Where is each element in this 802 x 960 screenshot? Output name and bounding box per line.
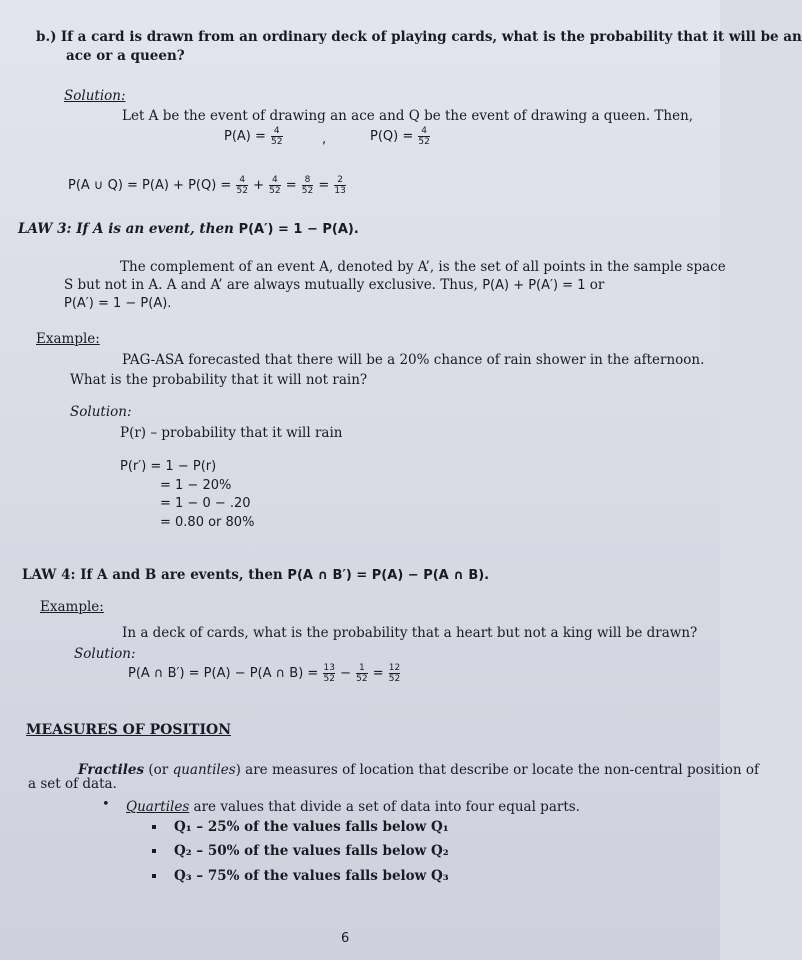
law3-line1: The complement of an event A, denoted by A’, is the set of all points in the sample space xyxy=(120,259,726,275)
let-statement: Let A be the event of drawing an ace and Q be the event of drawing a queen. Then, xyxy=(122,108,694,124)
law4-heading: LAW 4: If A and B are events, then P(A ∩ B′) = P(A) − P(A ∩ B). xyxy=(22,567,490,583)
solution-label-2: Solution: xyxy=(70,404,132,420)
comma: , xyxy=(322,132,327,147)
union-equation: P(A ∪ Q) = P(A) + P(Q) = $\frac{4}{52}$ + $\frac{4}{52}$ = $\frac{8}{52}$ = $\frac{2}{13}$ xyxy=(68,175,346,196)
example2-equation: P(A ∩ B′) = P(A) − P(A ∩ B) = $\frac{13}{52}$ − $\frac{1}{52}$ = $\frac{12}{52}$ xyxy=(128,663,401,684)
bullet-square xyxy=(152,825,156,829)
quartile-q3: Q₃ – 75% of the values falls below Q₃ xyxy=(174,868,449,884)
bullet-square xyxy=(152,874,156,878)
example1-step4: = 0.80 or 80% xyxy=(160,515,255,530)
example2-question: In a deck of cards, what is the probability that a heart but not a king will be drawn? xyxy=(122,625,698,641)
measures-heading: MEASURES OF POSITION xyxy=(26,722,231,738)
example1-step3: = 1 − 0 − .20 xyxy=(160,496,251,511)
solution-label-3: Solution: xyxy=(74,646,136,662)
page-number: 6 xyxy=(341,931,350,946)
example2-label: Example: xyxy=(40,599,104,615)
pa-equation: P(A) = $\frac{4}{52}$ xyxy=(224,126,283,147)
solution-label-1: Solution: xyxy=(64,88,126,104)
question-b-line1: b.) If a card is drawn from an ordinary deck of playing cards, what is the probability that it will be an xyxy=(36,29,802,45)
quartile-q1: Q₁ – 25% of the values falls below Q₁ xyxy=(174,819,449,835)
bullet-dot: • xyxy=(102,797,110,812)
fractiles-line2: a set of data. xyxy=(28,776,117,792)
question-b-line2: ace or a queen? xyxy=(66,48,185,64)
quartile-q2: Q₂ – 50% of the values falls below Q₂ xyxy=(174,843,449,859)
example1-label: Example: xyxy=(36,331,100,347)
law3-line3: P(A′) = 1 − P(A). xyxy=(64,296,172,311)
quartiles-line: Quartiles are values that divide a set of data into four equal parts. xyxy=(126,799,580,815)
example1-step1: P(r′) = 1 − P(r) xyxy=(120,459,217,474)
example1-definition: P(r) – probability that it will rain xyxy=(120,425,343,441)
pq-equation: P(Q) = $\frac{4}{52}$ xyxy=(370,126,430,147)
example1-line1: PAG-ASA forecasted that there will be a 20% chance of rain shower in the afternoon. xyxy=(122,352,705,368)
example1-step2: = 1 − 20% xyxy=(160,478,232,493)
law3-heading: LAW 3: If A is an event, then P(A′) = 1 − P(A). xyxy=(18,221,359,237)
fractiles-line1: Fractiles (or quantiles) are measures of location that describe or locate the non-central position of xyxy=(78,762,760,778)
law3-line2: S but not in A. A and A’ are always mutually exclusive. Thus, P(A) + P(A′) = 1 or xyxy=(64,277,605,293)
example1-line2: What is the probability that it will not rain? xyxy=(70,372,368,388)
bullet-square xyxy=(152,849,156,853)
